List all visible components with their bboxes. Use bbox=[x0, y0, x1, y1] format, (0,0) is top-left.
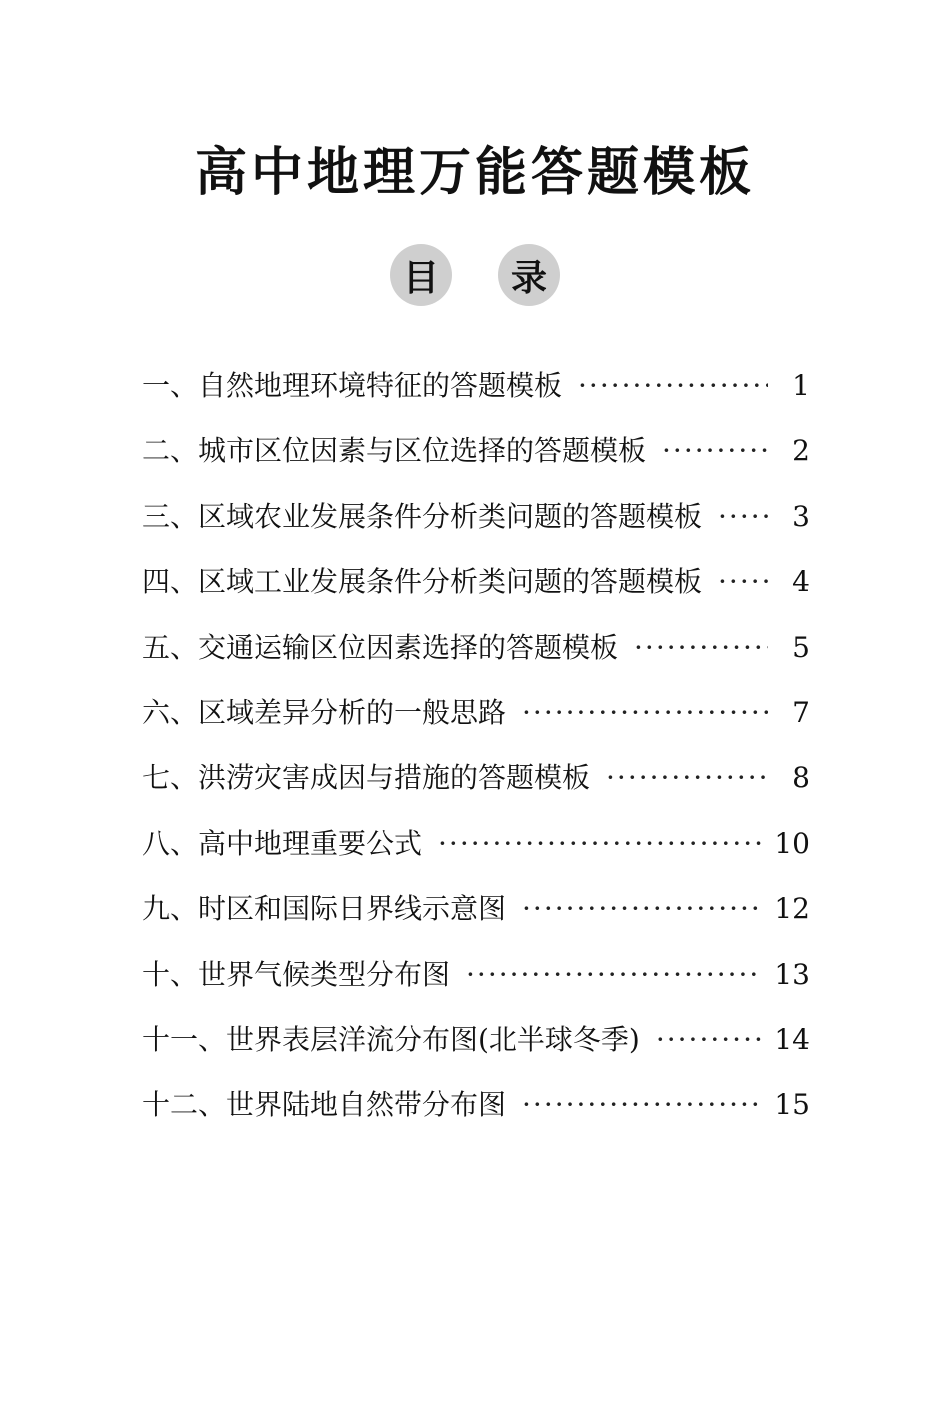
toc-page-number: 15 bbox=[774, 1088, 810, 1122]
toc-page-number: 5 bbox=[792, 630, 810, 664]
toc-entry-label: 二、城市区位因素与区位选择的答题模板 bbox=[142, 434, 647, 468]
toc-dot-leader bbox=[578, 353, 768, 418]
toc-page-number: 4 bbox=[792, 565, 810, 599]
toc-entry-label: 九、时区和国际日界线示意图 bbox=[142, 892, 507, 926]
toc-page-number: 14 bbox=[774, 1022, 810, 1056]
toc-entry-label: 八、高中地理重要公式 bbox=[142, 826, 423, 860]
toc-entry[interactable] bbox=[142, 876, 810, 941]
table-of-contents bbox=[142, 353, 810, 1138]
toc-dot-leader bbox=[662, 418, 768, 483]
toc-page-number: 10 bbox=[774, 826, 810, 860]
toc-entry[interactable] bbox=[142, 1007, 810, 1072]
toc-dot-leader bbox=[606, 745, 768, 810]
toc-dot-leader bbox=[438, 811, 762, 876]
toc-entry[interactable] bbox=[142, 745, 810, 810]
toc-entry[interactable] bbox=[142, 615, 810, 680]
toc-entry-label: 三、区域农业发展条件分析类问题的答题模板 bbox=[142, 499, 703, 533]
toc-entry-label: 十二、世界陆地自然带分布图 bbox=[142, 1088, 507, 1122]
toc-dot-leader bbox=[656, 1007, 763, 1072]
toc-entry-label: 四、区域工业发展条件分析类问题的答题模板 bbox=[142, 565, 703, 599]
toc-dot-leader bbox=[718, 549, 768, 614]
toc-dot-leader bbox=[522, 1072, 762, 1137]
toc-entry-label: 七、洪涝灾害成因与措施的答题模板 bbox=[142, 761, 591, 795]
toc-entry[interactable] bbox=[142, 484, 810, 549]
page-title: 高中地理万能答题模板 bbox=[194, 141, 755, 203]
toc-entry[interactable] bbox=[142, 942, 810, 1007]
toc-entry[interactable] bbox=[142, 549, 810, 614]
toc-entry[interactable] bbox=[142, 418, 810, 483]
toc-page-number: 8 bbox=[792, 761, 810, 795]
toc-dot-leader bbox=[634, 615, 768, 680]
toc-entry-label: 一、自然地理环境特征的答题模板 bbox=[142, 369, 563, 402]
toc-heading-char: 录 bbox=[498, 244, 560, 306]
toc-entry[interactable] bbox=[142, 811, 810, 876]
toc-page-number: 3 bbox=[792, 499, 810, 533]
toc-heading bbox=[0, 244, 950, 306]
toc-entry-label: 十、世界气候类型分布图 bbox=[142, 957, 451, 991]
toc-dot-leader bbox=[522, 680, 768, 745]
toc-entry-label: 十一、世界表层洋流分布图(北半球冬季) bbox=[142, 1022, 640, 1056]
toc-page-number: 12 bbox=[774, 892, 810, 926]
toc-dot-leader bbox=[522, 876, 762, 941]
toc-page-number: 7 bbox=[792, 695, 810, 729]
toc-entry[interactable] bbox=[142, 680, 810, 745]
toc-entry-label: 五、交通运输区位因素选择的答题模板 bbox=[142, 630, 619, 664]
toc-entry[interactable] bbox=[142, 353, 810, 418]
toc-dot-leader bbox=[718, 484, 768, 549]
toc-entry[interactable] bbox=[142, 1072, 810, 1137]
toc-page-number: 1 bbox=[792, 369, 810, 402]
toc-dot-leader bbox=[466, 942, 762, 1007]
toc-page-number: 13 bbox=[774, 957, 810, 991]
toc-page-number: 2 bbox=[792, 434, 810, 468]
toc-entry-label: 六、区域差异分析的一般思路 bbox=[142, 695, 507, 729]
toc-heading-char: 目 bbox=[390, 244, 452, 306]
